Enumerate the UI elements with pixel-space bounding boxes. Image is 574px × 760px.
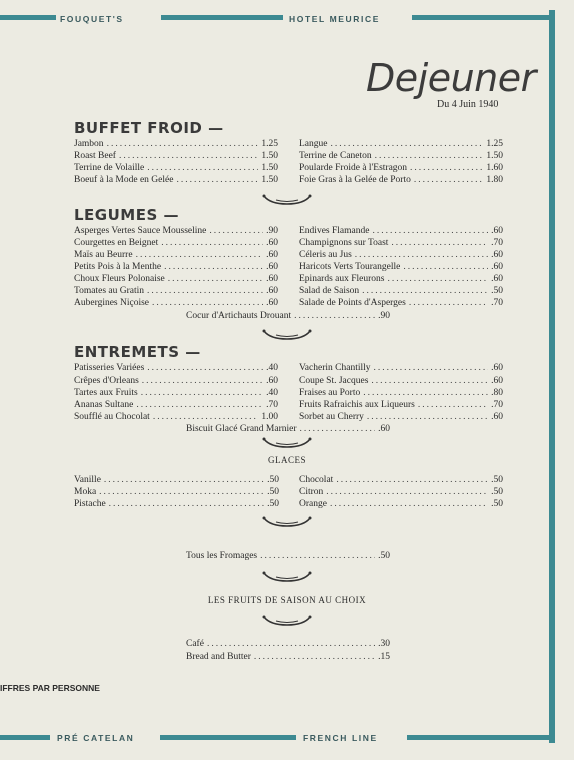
menu-item: Céleris au Jus ..... .60	[299, 249, 503, 261]
menu-item: Chocolat ..... .50	[299, 474, 503, 486]
menu-item: Fraises au Porto ..... .80	[299, 387, 503, 399]
section-heading-fruits: LES FRUITS DE SAISON AU CHOIX	[207, 595, 367, 605]
footer-right-label: FRENCH LINE	[303, 733, 378, 743]
header-right-label: HOTEL MEURICE	[289, 14, 381, 24]
menu-item: Tous les Fromages ..... .50	[186, 550, 390, 562]
menu-item: Vacherin Chantilly ..... .60	[299, 362, 503, 374]
menu-item: Terrine de Volaille ..... 1.50	[74, 162, 278, 174]
price-note: IFFRES PAR PERSONNE	[0, 683, 100, 693]
menu-item: Tomates au Gratin ..... .60	[74, 285, 278, 297]
menu-item: Boeuf à la Mode en Gelée ..... 1.50	[74, 174, 278, 186]
ornament-icon	[262, 516, 312, 528]
right-border	[549, 10, 555, 743]
menu-item: Salad de Saison ..... .50	[299, 285, 503, 297]
ornament-icon	[262, 194, 312, 206]
menu-item: Aubergines Niçoise ..... .60	[74, 297, 278, 309]
menu-item: Cocur d'Artichauts Drouant ..... .90	[186, 310, 390, 322]
menu-item: Haricots Verts Tourangelle ..... .60	[299, 261, 503, 273]
top-border-right	[412, 15, 554, 20]
menu-item: Terrine de Caneton ..... 1.50	[299, 150, 503, 162]
menu-item: Patisseries Variées ..... .40	[74, 362, 278, 374]
menu-item: Orange ..... .50	[299, 498, 503, 510]
menu-item: Citron ..... .50	[299, 486, 503, 498]
menu-item: Sorbet au Cherry ..... .60	[299, 411, 503, 423]
menu-title: Dejeuner	[366, 56, 536, 100]
bottom-border-mid	[160, 735, 296, 740]
menu-item: Pistache ..... .50	[74, 498, 279, 510]
section-heading-entremets: ENTREMETS —	[74, 343, 201, 361]
ornament-icon	[262, 329, 312, 341]
section-heading-buffet: BUFFET FROID —	[74, 119, 224, 137]
menu-item: Bread and Butter ..... .15	[186, 651, 390, 663]
menu-item: Courgettes en Beignet ..... .60	[74, 237, 278, 249]
header-left-label: FOUQUET'S	[60, 14, 124, 24]
footer-left-label: PRÉ CATELAN	[57, 733, 135, 743]
menu-item: Epinards aux Fleurons ..... .60	[299, 273, 503, 285]
section-heading-glaces: GLACES	[267, 455, 306, 465]
menu-item: Jambon ..... 1.25	[74, 138, 278, 150]
bottom-border-right	[407, 735, 554, 740]
menu-item: Coupe St. Jacques ..... .60	[299, 375, 503, 387]
menu-item: Ananas Sultane ..... .70	[74, 399, 278, 411]
menu-item: Langue ..... 1.25	[299, 138, 503, 150]
menu-item: Vanille ..... .50	[74, 474, 279, 486]
top-border-mid	[161, 15, 283, 20]
menu-item: Champignons sur Toast ..... .70	[299, 237, 503, 249]
menu-item: Café ..... .30	[186, 638, 390, 650]
menu-item: Tartes aux Fruits ..... .40	[74, 387, 278, 399]
bottom-border-left	[0, 735, 50, 740]
menu-item: Fruits Rafraichis aux Liqueurs ..... .70	[299, 399, 503, 411]
menu-item: Biscuit Glacé Grand Marnier ..... .60	[186, 423, 390, 435]
ornament-icon	[262, 571, 312, 583]
menu-date: Du 4 Juin 1940	[437, 99, 499, 110]
ornament-icon	[262, 437, 312, 449]
menu-item: Endives Flamande ..... .60	[299, 225, 503, 237]
ornament-icon	[262, 615, 312, 627]
top-border-left	[0, 15, 56, 20]
menu-item: Roast Beef ..... 1.50	[74, 150, 278, 162]
menu-item: Poularde Froide à l'Estragon ..... 1.60	[299, 162, 503, 174]
menu-item: Salade de Points d'Asperges ..... .70	[299, 297, 503, 309]
menu-item: Choux Fleurs Polonaise ..... .60	[74, 273, 278, 285]
menu-item: Moka ..... .50	[74, 486, 279, 498]
menu-item: Crêpes d'Orleans ..... .60	[74, 375, 278, 387]
menu-item: Soufflé au Chocolat ..... 1.00	[74, 411, 278, 423]
menu-item: Asperges Vertes Sauce Mousseline ..... .90	[74, 225, 278, 237]
menu-item: Petits Pois à la Menthe ..... .60	[74, 261, 278, 273]
menu-item: Foie Gras à la Gelée de Porto ..... 1.80	[299, 174, 503, 186]
menu-item: Maïs au Beurre ..... .60	[74, 249, 278, 261]
section-heading-legumes: LEGUMES —	[74, 206, 179, 224]
